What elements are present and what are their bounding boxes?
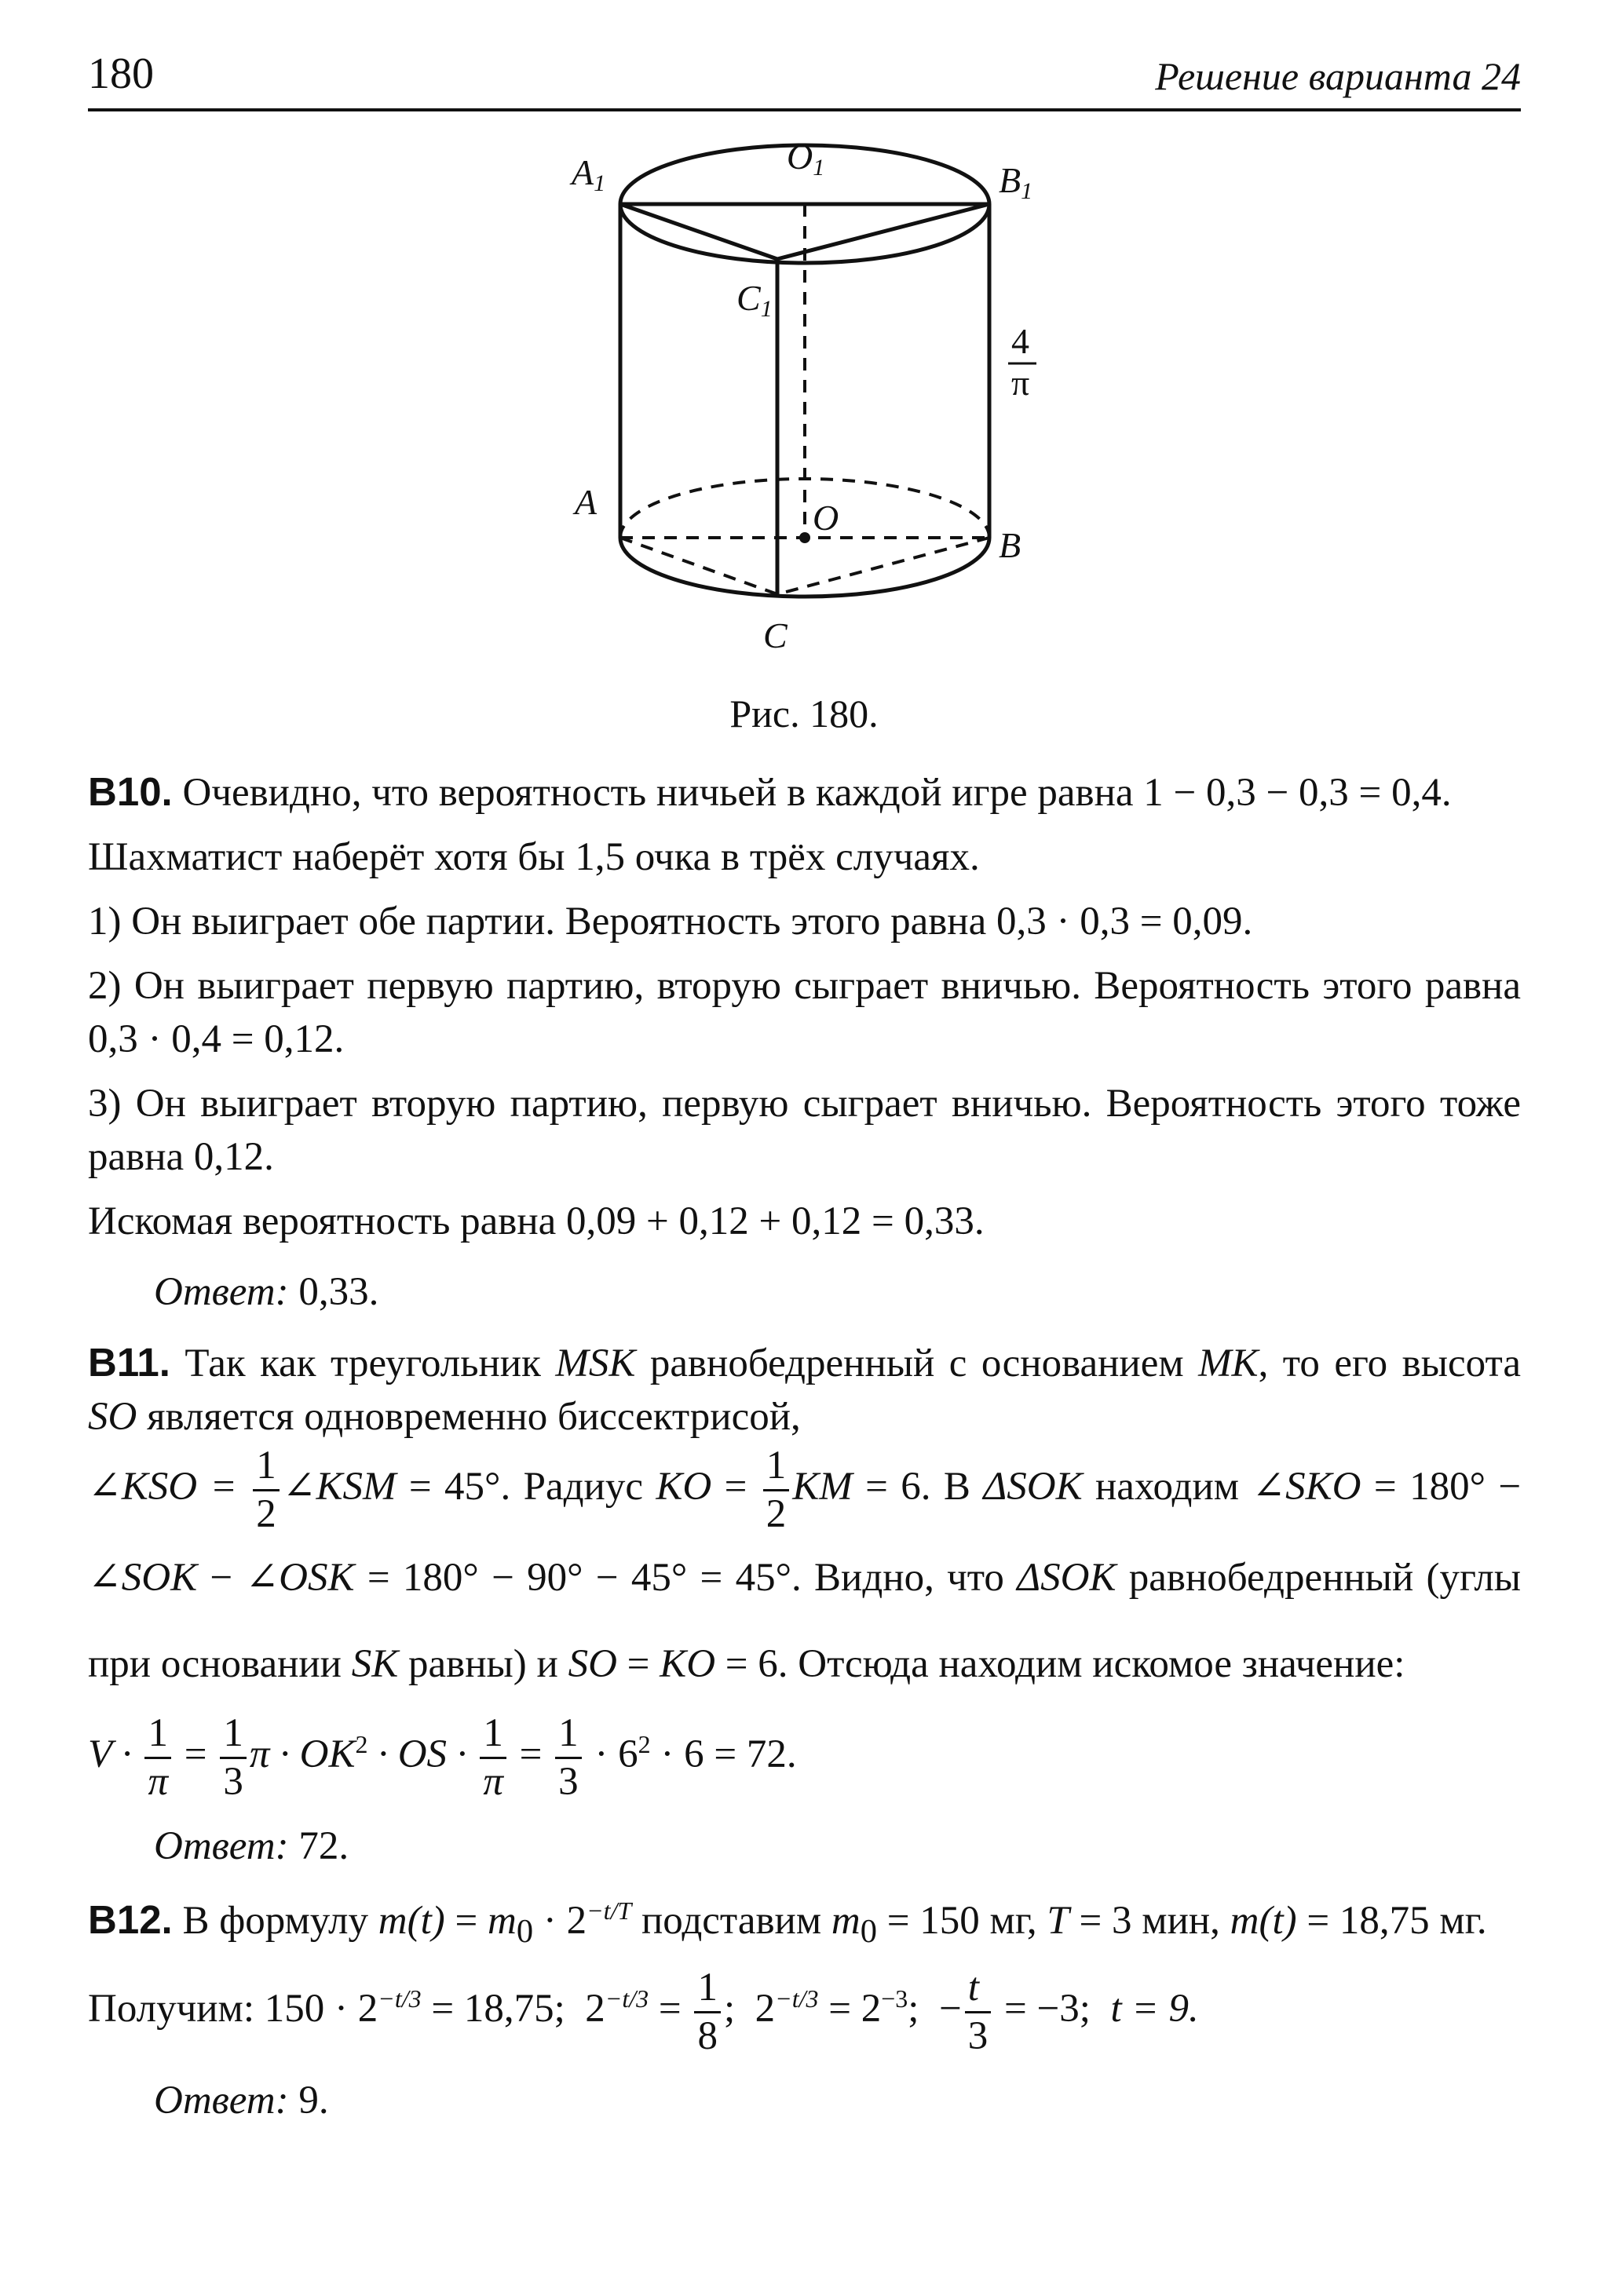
b11-answer: Ответ: 72. xyxy=(154,1823,349,1868)
label-a1: A1 xyxy=(572,152,606,196)
b11-formula-volume: V · $\frac{1}{\pi}$ = $\frac{1}{3}$ $\pi \cdot OK^2$ · OS · $\frac{1}{\pi}$ = $\frac{1}{3}$ · $6^2 \cdot 6 = 72$. xyxy=(88,1710,797,1804)
page-number: 180 xyxy=(88,49,154,98)
bottom-back-arc xyxy=(620,479,989,538)
label-o1: O1 xyxy=(787,137,825,181)
b10-line-2: 1) Он выиграет обе партии. Вероятность этого равна 0,3 · 0,3 = 0,09. xyxy=(88,900,1253,944)
label-c1: C1 xyxy=(736,278,773,322)
b11-formula-1: ∠KSO = $\frac{1}{2}$ ∠KSM = 45°. Радиус KO = $\frac{1}{2}$ KM = 6. В ΔSOK находим ∠SKO = 180° − ∠SOK − ∠OSK = 180° − 90° − 45° = 45°. Видно, что ΔSOK равнобедренный (углы при основании SK равны) и SO = KO = 6. Отсюда находим искомое значение: xyxy=(88,1443,1522,1686)
label-b1: B1 xyxy=(999,160,1033,204)
b10-tag: B10. xyxy=(88,769,173,814)
b12-tag: B12. xyxy=(88,1896,173,1942)
b12-formula: Получим: $150 \cdot 2^{-t/3} = 18,75$; $2^{-t/3}$ = $\frac{1}{8}$ ; $2^{-t/3} = 2^{-3}$; − $\frac{t}{3}$ = −3; t = 9. xyxy=(88,1965,1199,2058)
label-a: A xyxy=(575,482,598,522)
height-denominator: π xyxy=(1011,363,1030,403)
b10-line-5: Искомая вероятность равна 0,09 + 0,12 + 0,12 = 0,33. xyxy=(88,1199,985,1243)
b10-line-1: Шахматист наберёт хотя бы 1,5 очка в трёх случаях. xyxy=(88,835,980,879)
label-b: B xyxy=(999,525,1021,565)
segment-bc xyxy=(777,538,989,594)
bottom-front-arc xyxy=(620,538,989,597)
figure-caption: Рис. 180. xyxy=(729,692,879,736)
page-header xyxy=(88,38,1521,111)
b10-line-4: 3) Он выиграет вторую партию, первую сыграет вничью. Вероятность этого тоже равна 0,12. xyxy=(88,1082,1521,1179)
b12-text: B12. В формулу $m(t) = m_0 \cdot 2^{-t/T}$ подставим $m_0 = 150$ мг, T = 3 мин, m(t) = 18,75 мг. xyxy=(88,1896,1487,1950)
fraction-half: $\frac{1}{2}$ xyxy=(253,1446,280,1535)
cylinder-figure xyxy=(542,130,1060,687)
fraction-half-2: $\frac{1}{2}$ xyxy=(763,1446,790,1535)
b12-answer: Ответ: 9. xyxy=(154,2078,329,2123)
label-o: O xyxy=(813,498,839,538)
b10-answer: Ответ: 0,33. xyxy=(154,1270,379,1314)
point-o xyxy=(799,532,810,543)
b10-line-3: 2) Он выиграет первую партию, вторую сыграет вничью. Вероятность этого равна 0,3 · 0,4 = 0,12. xyxy=(88,964,1521,1061)
height-numerator: 4 xyxy=(1011,321,1029,361)
label-c: C xyxy=(763,615,788,655)
b11-tag: B11. xyxy=(88,1340,170,1385)
running-title: Решение варианта 24 xyxy=(1155,54,1521,98)
b10-line-0: B10. Очевидно, что вероятность ничьей в каждой игре равна 1 − 0,3 − 0,3 = 0,4. xyxy=(88,769,1452,815)
segment-b1c1 xyxy=(777,204,989,259)
solution-body xyxy=(88,765,1521,2145)
b11-text: B11. Так как треугольник MSK равнобедренный с основанием MK, то его высота SO является одновременно биссектрисой, xyxy=(88,1340,1521,1439)
